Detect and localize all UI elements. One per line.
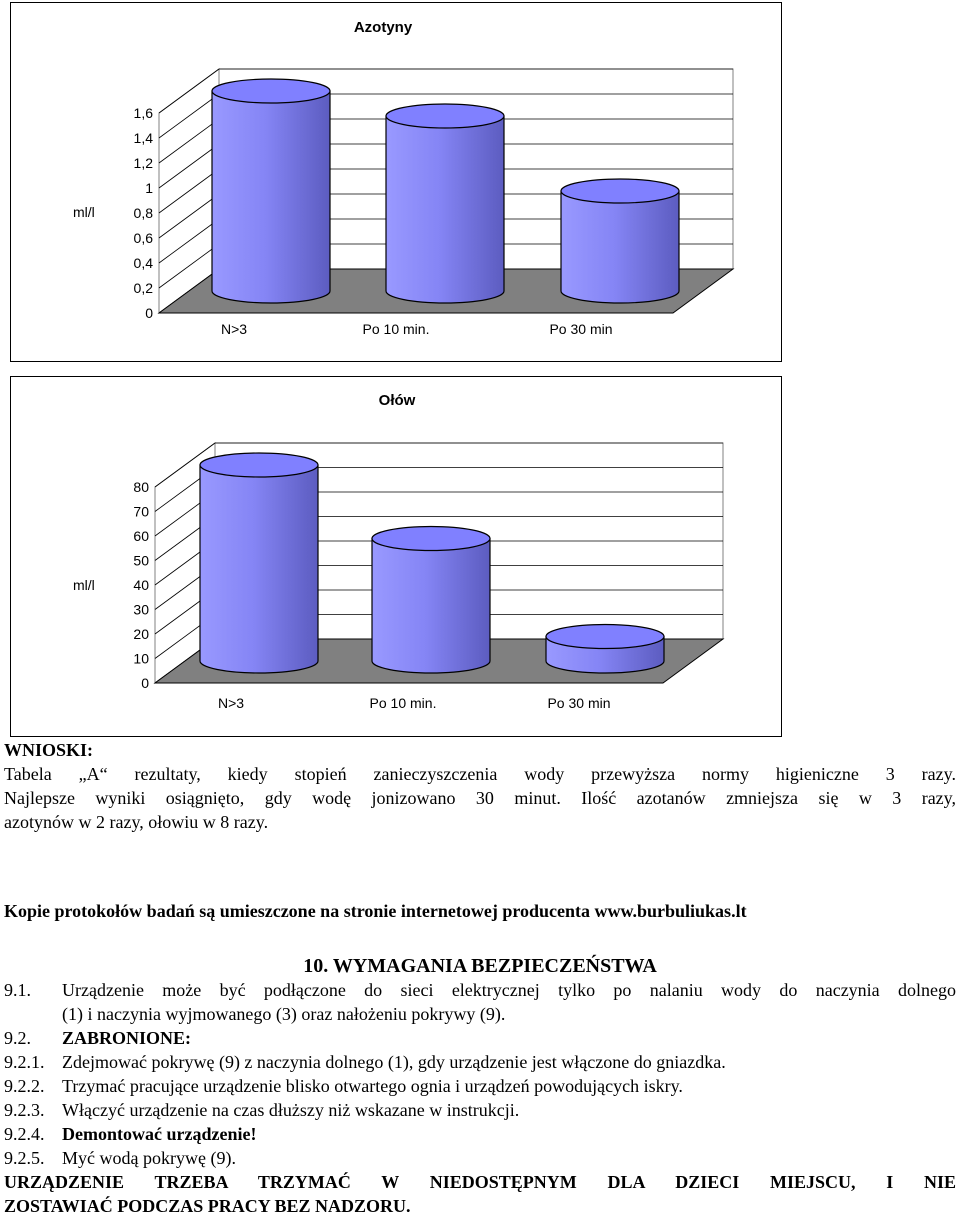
item-number: 9.2. [4, 1028, 31, 1048]
item-text: Myć wodą pokrywę (9). [62, 1148, 236, 1168]
safety-section [4, 954, 956, 1218]
bar [386, 104, 504, 303]
copies-note: Kopie protokołów badań są umieszczone na stronie internetowej producenta www.burbuliukas.lt [4, 901, 747, 921]
chart-title: Azotyny [353, 19, 413, 36]
item-text: Trzymać pracujące urządzenie blisko otwartego ognia i urządzeń powodujących iskry. [62, 1076, 683, 1096]
y-tick-label: 20 [133, 626, 149, 642]
x-tick-label: Po 10 min. [362, 321, 430, 337]
conclusions-line: Najlepsze wyniki osiągnięto, gdy wodę jonizowano 30 minut. Ilość azotanów zmniejsza się w 3 razy, [4, 788, 956, 808]
item-number: 9.2.3. [4, 1100, 45, 1120]
y-tick-label: 70 [133, 503, 149, 520]
item-number: 9.2.4. [4, 1124, 45, 1144]
item-text: Demontować urządzenie! [62, 1124, 257, 1144]
safety-subitem [4, 1074, 956, 1098]
y-tick-label: 0,4 [133, 255, 153, 271]
warning-text: ZOSTAWIAĆ PODCZAS PRACY BEZ NADZORU. [4, 1196, 411, 1216]
item-text: Urządzenie może być podłączone do sieci elektrycznej tylko po nalaniu wody do naczynia dolnego [62, 980, 956, 1000]
forbidden-label: ZABRONIONE: [62, 1028, 192, 1048]
y-tick-label: 30 [133, 601, 149, 618]
y-tick-label: 10 [133, 650, 149, 667]
y-tick-label: 50 [133, 552, 149, 569]
y-tick-label: 60 [133, 528, 149, 544]
y-tick-label: 0 [145, 305, 153, 321]
x-tick-label: Po 30 min [549, 321, 613, 337]
y-tick-label: 0,2 [133, 280, 153, 296]
conclusions-section [4, 738, 956, 834]
y-tick-label: 1,4 [133, 130, 153, 146]
chart-olow-svg [11, 377, 783, 738]
y-tick-label: 40 [133, 577, 149, 593]
item-number: 9.2.2. [4, 1076, 45, 1096]
safety-heading: 10. WYMAGANIA BEZPIECZEŃSTWA [303, 955, 657, 977]
bar [546, 625, 664, 674]
y-tick-label: 0,6 [133, 230, 153, 246]
conclusions-line: azotynów w 2 razy, ołowiu w 8 razy. [4, 812, 269, 832]
y-tick-label: 0,8 [133, 205, 153, 221]
bar [561, 179, 679, 303]
safety-subitem [4, 1050, 956, 1074]
bar [200, 453, 318, 673]
bar [372, 527, 490, 673]
y-axis-label: ml/l [73, 577, 95, 593]
item-number: 9.1. [4, 980, 31, 1000]
item-number: 9.2.5. [4, 1148, 45, 1168]
y-axis-label: ml/l [73, 204, 95, 220]
item-text: Włączyć urządzenie na czas dłuższy niż wskazane w instrukcji. [62, 1100, 520, 1120]
safety-subitem [4, 1122, 956, 1146]
safety-subitem [4, 1098, 956, 1122]
item-text: Zdejmować pokrywę (9) z naczynia dolnego (1), gdy urządzenie jest włączone do gniazdka. [62, 1052, 726, 1072]
item-text-continued: (1) i naczynia wyjmowanego (3) oraz nałożeniu pokrywy (9). [62, 1004, 506, 1024]
x-tick-label: Po 30 min [547, 695, 611, 711]
chart-azotyny [10, 2, 782, 362]
item-number: 9.2.1. [4, 1052, 45, 1072]
conclusions-heading: WNIOSKI: [4, 740, 94, 760]
y-tick-label: 0 [141, 675, 149, 691]
x-tick-label: Po 10 min. [369, 695, 437, 711]
y-tick-label: 1,6 [133, 105, 153, 121]
chart-title: Ołów [378, 392, 416, 409]
x-tick-label: N>3 [220, 321, 248, 337]
safety-item [4, 978, 956, 1002]
y-tick-label: 1,2 [133, 155, 153, 171]
chart-azotyny-svg [11, 3, 783, 363]
chart-olow [10, 376, 782, 737]
warning-text: URZĄDZENIE TRZEBA TRZYMAĆ W NIEDOSTĘPNYM DLA DZIECI MIEJSCU, I NIE [4, 1172, 956, 1192]
safety-subitem [4, 1146, 956, 1170]
y-tick-label: 80 [133, 479, 149, 495]
conclusions-line: Tabela „A“ rezultaty, kiedy stopień zanieczyszczenia wody przewyższa normy higieniczne 3 razy. [4, 764, 956, 784]
y-tick-label: 1 [145, 180, 153, 196]
bar [212, 79, 330, 303]
x-tick-label: N>3 [217, 695, 245, 711]
safety-item [4, 1026, 956, 1050]
